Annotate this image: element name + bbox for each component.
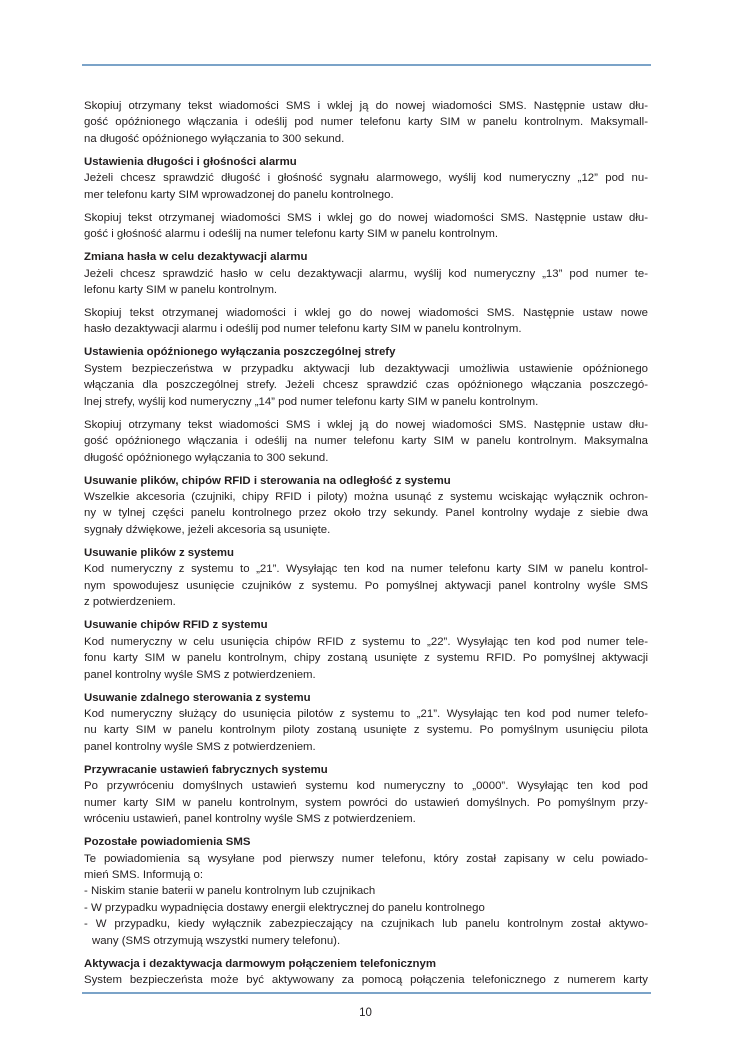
text-line: z potwierdzeniem. xyxy=(84,596,176,609)
text-line: Skopiuj tekst otrzymanej wiadomości SMS i wklej go do nowej wiadomości SMS. Następnie ustaw dłu- xyxy=(84,211,648,224)
section xyxy=(84,834,648,949)
text-line: nu karty SIM w panelu kontrolnym piloty zostaną usunięte z systemu. Po pomyślnym usunięciu pilota xyxy=(84,724,648,737)
text-line: Jeżeli chcesz sprawdzić hasło w celu dezaktywacji alarmu, wyślij kod numeryczny „13” pod numer te- xyxy=(84,267,648,280)
text-line: Po przywróceniu domyślnych ustawień systemu kod numeryczny to „0000”. Wysyłając ten kod pod xyxy=(84,780,648,793)
bullet-item: wany (SMS otrzymują wszystki numery telefonu). xyxy=(92,934,341,947)
section xyxy=(84,344,648,410)
section-heading: Ustawienia długości i głośności alarmu xyxy=(84,155,297,168)
text-line: panel kontrolny wyśle SMS z potwierdzeniem. xyxy=(84,740,316,753)
text-line: System bezpieczeństwa w przypadku aktywacji lub dezaktywacji umożliwia ustawienie opóźnionego xyxy=(84,362,648,375)
section-heading: Ustawienia opóźnionego wyłączania poszczególnej strefy xyxy=(84,346,396,359)
text-line: Kod numeryczny z systemu to „21”. Wysyłając ten kod na numer telefonu karty SIM w panelu kontrol- xyxy=(84,563,648,576)
text-line: gość opóźnionego włączania i odeślij na numer telefonu karty SIM w panelu kontrolnym. Maksymalna xyxy=(84,435,648,448)
section-heading: Usuwanie chipów RFID z systemu xyxy=(84,619,268,632)
section xyxy=(84,249,648,298)
text-line: długość opóźnionego wyłączania to 300 sekund. xyxy=(84,451,329,464)
section xyxy=(84,956,648,989)
text-line: ny w tylnej części panelu kontrolnego przez około trzy sekundy. Panel kontrolny wydaje z siebie dwa xyxy=(84,507,648,520)
section-heading: Usuwanie plików, chipów RFID i sterowania na odległość z systemu xyxy=(84,474,451,487)
text-line: System bezpieczeństa może być aktywowany za pomocą połączenia telefonicznego z numerem karty xyxy=(84,974,648,987)
section xyxy=(84,690,648,756)
section-heading: Pozostałe powiadomienia SMS xyxy=(84,836,251,849)
text-line: fonu karty SIM w panelu kontrolnym, chipy zostaną usunięte z systemu RFID. Po pomyślnej aktywacji xyxy=(84,652,648,665)
bullet-item: - W przypadku, kiedy wyłącznik zabezpieczający na czujnikach lub panelu kontrolnym został aktywo- xyxy=(84,918,648,931)
text-line: na długość opóźnionego wyłączania to 300 sekund. xyxy=(84,132,345,145)
text-line: panel kontrolny wyśle SMS z potwierdzeniem. xyxy=(84,668,316,681)
text-line: numer karty SIM w panelu kontrolnym, system powróci do ustawień domyślnych. Po pomyślnym przy- xyxy=(84,796,648,809)
section xyxy=(84,473,648,539)
text-line: lnej strefy, wyślij kod numeryczny „14” pod numer telefonu karty SIM w panelu kontrolnym. xyxy=(84,395,539,408)
section xyxy=(84,154,648,203)
section-heading: Usuwanie plików z systemu xyxy=(84,546,235,559)
text-line: sygnały dźwiękowe, jeżeli akcesoria są usunięte. xyxy=(84,523,331,536)
section xyxy=(84,545,648,611)
text-line: Te powiadomienia są wysyłane pod pierwszy numer telefonu, który został zapisany w celu powiado- xyxy=(84,852,648,865)
paragraph xyxy=(84,305,648,338)
section-heading: Przywracanie ustawień fabrycznych systemu xyxy=(84,763,328,776)
header-rule xyxy=(82,64,651,66)
text-line: włączania dla poszczególnej strefy. Jeżeli chcesz sprawdzić czas opóźnionego włączania poszczegó- xyxy=(84,379,648,392)
text-line: Wszelkie akcesoria (czujniki, chipy RFID i piloty) można usunąć z systemu wciskając wyłącznik ochron- xyxy=(84,491,648,504)
text-line: lefonu karty SIM w panelu kontrolnym. xyxy=(84,284,278,297)
document-body xyxy=(84,98,648,995)
section xyxy=(84,617,648,683)
text-line: hasło dezaktywacji alarmu i odeślij pod numer telefonu karty SIM w panelu kontrolnym. xyxy=(84,323,522,336)
text-line: Skopiuj tekst otrzymanej wiadomości i wklej go do nowej wiadomości SMS. Następnie ustaw nowe xyxy=(84,306,648,319)
bullet-item: - Niskim stanie baterii w panelu kontrolnym lub czujnikach xyxy=(84,885,376,898)
section-heading: Aktywacja i dezaktywacja darmowym połączeniem telefonicznym xyxy=(84,957,436,970)
text-line: Jeżeli chcesz sprawdzić długość i głośność sygnału alarmowego, wyślij kod numeryczny „12” pod nu- xyxy=(84,172,648,185)
text-line: mer telefonu karty SIM wprowadzonej do panelu kontrolnego. xyxy=(84,188,394,201)
page-number: 10 xyxy=(359,1007,372,1019)
text-line: mień SMS. Informują o: xyxy=(84,869,204,882)
text-line: gość opóźnionego włączania i odeślij pod numer telefonu karty SIM w panelu kontrolnym. Maksymall- xyxy=(84,116,648,129)
text-line: gość i głośność alarmu i odeślij na numer telefonu karty SIM w panelu kontrolnym. xyxy=(84,228,499,241)
paragraph xyxy=(84,417,648,466)
section xyxy=(84,762,648,828)
text-line: Skopiuj otrzymany tekst wiadomości SMS i wklej ją do nowej wiadomości SMS. Następnie ustaw dłu- xyxy=(84,418,648,431)
text-line: Kod numeryczny służący do usunięcia pilotów z systemu to „21”. Wysyłając ten kod pod numer telefo- xyxy=(84,707,648,720)
text-line: nym spowodujesz usunięcie czujników z systemu. Po pomyślnej aktywacji panel kontrolny wyśle SMS xyxy=(84,579,648,592)
text-line: wróceniu ustawień, panel kontrolny wyśle SMS z potwierdzeniem. xyxy=(84,813,416,826)
section-heading: Usuwanie zdalnego sterowania z systemu xyxy=(84,691,311,704)
footer-rule xyxy=(82,992,651,994)
bullet-item: - W przypadku wypadnięcia dostawy energii elektrycznej do panelu kontrolnego xyxy=(84,901,485,914)
section-heading: Zmiana hasła w celu dezaktywacji alarmu xyxy=(84,251,308,264)
text-line: Skopiuj otrzymany tekst wiadomości SMS i wklej ją do nowej wiadomości SMS. Następnie ustaw dłu- xyxy=(84,100,648,112)
text-line: Kod numeryczny w celu usunięcia chipów RFID z systemu to „22”. Wysyłając ten kod pod numer tele- xyxy=(84,635,648,648)
paragraph xyxy=(84,98,648,147)
paragraph xyxy=(84,210,648,243)
